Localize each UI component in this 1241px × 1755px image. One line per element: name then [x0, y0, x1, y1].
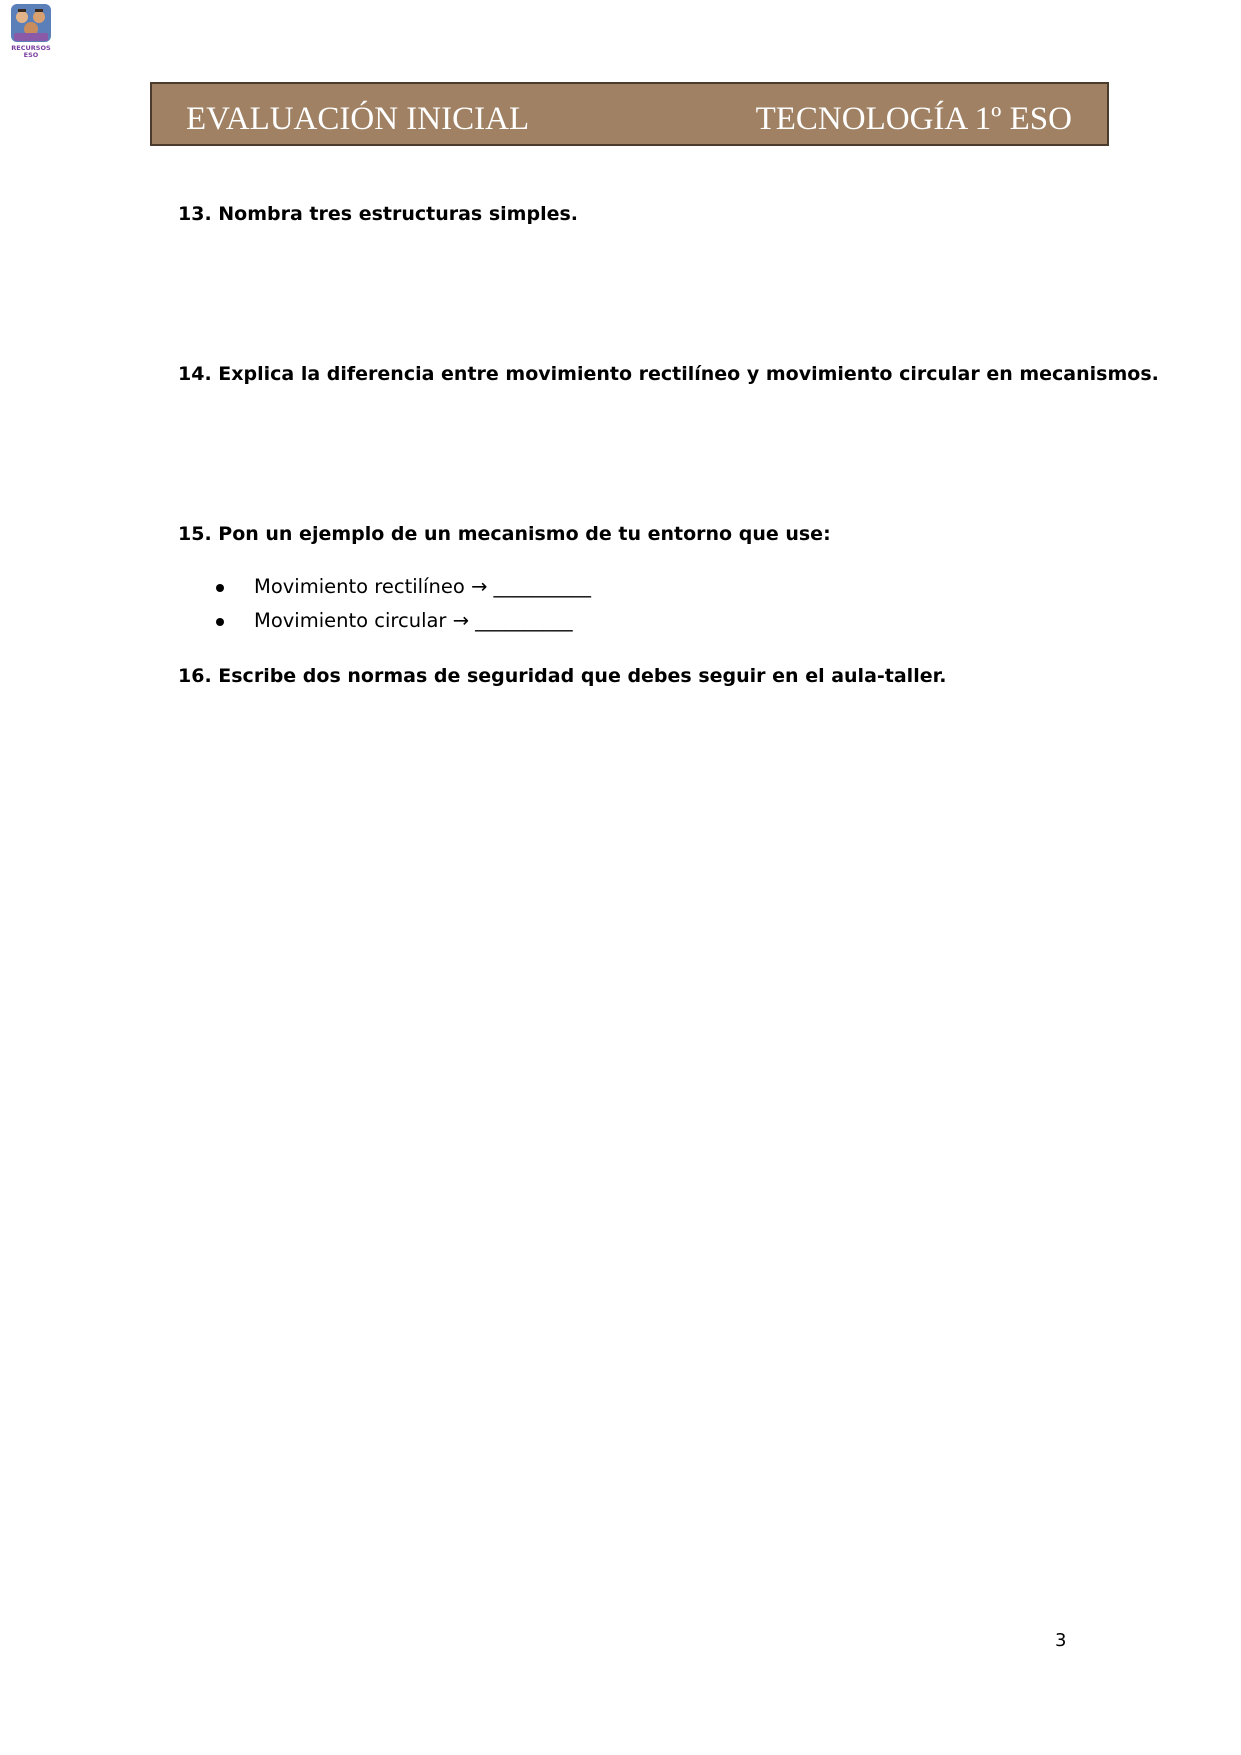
bullet-text-circular: Movimiento circular → __________ [254, 609, 573, 632]
question-13: 13. Nombra tres estructuras simples. [178, 203, 579, 225]
header-bar [150, 82, 1109, 146]
question-14: 14. Explica la diferencia entre movimiento rectilíneo y movimiento circular en mecanismos. [178, 363, 1159, 385]
question-16: 16. Escribe dos normas de seguridad que debes seguir en el aula-taller. [178, 665, 947, 687]
question-15: 15. Pon un ejemplo de un mecanismo de tu entorno que use: [178, 523, 831, 545]
bullet-icon [216, 584, 224, 592]
recursos-eso-logo [10, 3, 52, 59]
bullet-text-rectilinear: Movimiento rectilíneo → __________ [254, 575, 591, 598]
page-number: 3 [1055, 1630, 1067, 1651]
exam-title: EVALUACIÓN INICIAL [186, 101, 530, 137]
bullet-icon [216, 618, 224, 626]
svg-text:ESO: ESO [23, 51, 39, 59]
svg-text:RECURSOS: RECURSOS [11, 44, 51, 52]
subject-title: TECNOLOGÍA 1º ESO [755, 101, 1072, 137]
logo-image [10, 3, 52, 59]
